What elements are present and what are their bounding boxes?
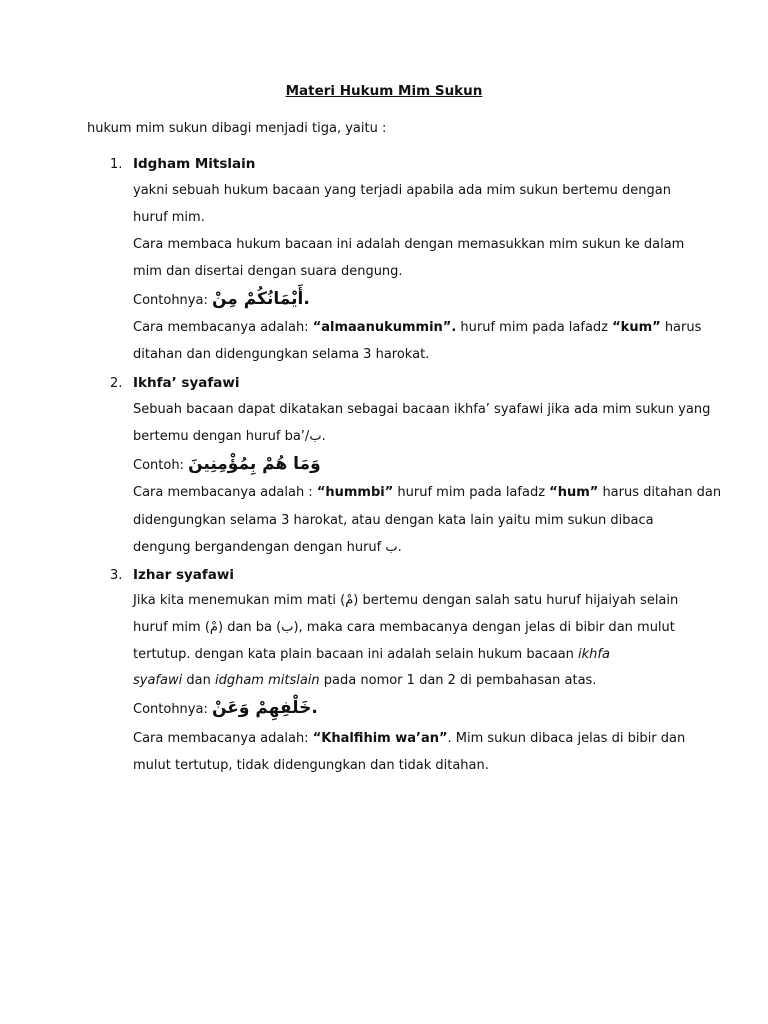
example-line bbox=[133, 454, 321, 474]
item-heading: Ikhfa’ syafawi bbox=[133, 375, 240, 391]
reading-bold: “almaanukummin”. bbox=[312, 320, 457, 335]
reading-bold-2: “hum” bbox=[549, 485, 599, 500]
body-line bbox=[133, 673, 596, 688]
intro-text: hukum mim sukun dibagi menjadi tiga, yaitu : bbox=[87, 121, 387, 136]
reading-bold: “Khalfihim wa’an” bbox=[312, 731, 448, 746]
body-line: huruf mim. bbox=[133, 210, 205, 225]
example-line bbox=[133, 698, 318, 718]
body-line: dengung bergandengan dengan huruf ب. bbox=[133, 540, 402, 555]
line-mid: dan bbox=[182, 673, 215, 688]
arabic-example: وَمَا هُمْ بِمُؤْمِنِينَ bbox=[188, 454, 321, 474]
item-number: 2. bbox=[110, 376, 123, 391]
reading-prefix: Cara membacanya adalah: bbox=[133, 320, 313, 335]
italic-term: ikhfa bbox=[578, 647, 610, 662]
body-line: didengungkan selama 3 harokat, atau dengan kata lain yaitu mim sukun dibaca bbox=[133, 513, 654, 528]
reading-bold-2: “kum” bbox=[612, 320, 661, 335]
reading-prefix: Cara membacanya adalah: bbox=[133, 731, 313, 746]
body-line: mim dan disertai dengan suara dengung. bbox=[133, 264, 403, 279]
reading-suffix: . Mim sukun dibaca jelas di bibir dan bbox=[447, 731, 686, 746]
item-heading: Izhar syafawi bbox=[133, 567, 234, 583]
example-label: Contohnya: bbox=[133, 293, 212, 308]
item-number: 3. bbox=[110, 568, 123, 583]
item-number: 1. bbox=[110, 157, 123, 172]
reading-line bbox=[133, 731, 685, 746]
reading-mid: huruf mim pada lafadz bbox=[393, 485, 550, 500]
body-line: bertemu dengan huruf ba’/ب. bbox=[133, 429, 326, 444]
body-line: Sebuah bacaan dapat dikatakan sebagai bacaan ikhfa’ syafawi jika ada mim sukun yang bbox=[133, 402, 711, 417]
reading-mid: huruf mim pada lafadz bbox=[456, 320, 613, 335]
reading-bold: “hummbi” bbox=[316, 485, 394, 500]
line-prefix: tertutup. dengan kata plain bacaan ini adalah selain hukum bacaan bbox=[133, 647, 579, 662]
example-label: Contoh: bbox=[133, 458, 189, 473]
example-label: Contohnya: bbox=[133, 702, 212, 717]
italic-term: syafawi bbox=[133, 673, 183, 688]
body-line: mulut tertutup, tidak didengungkan dan tidak ditahan. bbox=[133, 758, 489, 773]
page-title: Materi Hukum Mim Sukun bbox=[285, 83, 483, 99]
reading-line bbox=[133, 320, 701, 335]
body-line: ditahan dan didengungkan selama 3 harokat. bbox=[133, 347, 430, 362]
body-line: Cara membaca hukum bacaan ini adalah dengan memasukkan mim sukun ke dalam bbox=[133, 237, 685, 252]
body-line bbox=[133, 647, 610, 662]
reading-suffix: harus ditahan dan bbox=[598, 485, 722, 500]
arabic-example: خَلْفِهِمْ وَعَنْ bbox=[211, 698, 312, 718]
reading-suffix: harus bbox=[660, 320, 702, 335]
item-heading: Idgham Mitslain bbox=[133, 156, 256, 172]
example-line bbox=[133, 289, 310, 309]
body-line: huruf mim (مْ) dan ba (ب), maka cara membacanya dengan jelas di bibir dan mulut bbox=[133, 620, 675, 635]
example-end: . bbox=[303, 289, 310, 309]
reading-prefix: Cara membacanya adalah : bbox=[133, 485, 317, 500]
arabic-example: أَيْمَانُكُمْ مِنْ bbox=[211, 289, 304, 309]
reading-line bbox=[133, 485, 721, 500]
body-line: Jika kita menemukan mim mati (مْ) bertemu dengan salah satu huruf hijaiyah selain bbox=[133, 593, 679, 608]
body-line: yakni sebuah hukum bacaan yang terjadi apabila ada mim sukun bertemu dengan bbox=[133, 183, 671, 198]
italic-term: idgham mitslain bbox=[214, 673, 320, 688]
line-suffix: pada nomor 1 dan 2 di pembahasan atas. bbox=[319, 673, 597, 688]
example-end: . bbox=[311, 698, 318, 718]
